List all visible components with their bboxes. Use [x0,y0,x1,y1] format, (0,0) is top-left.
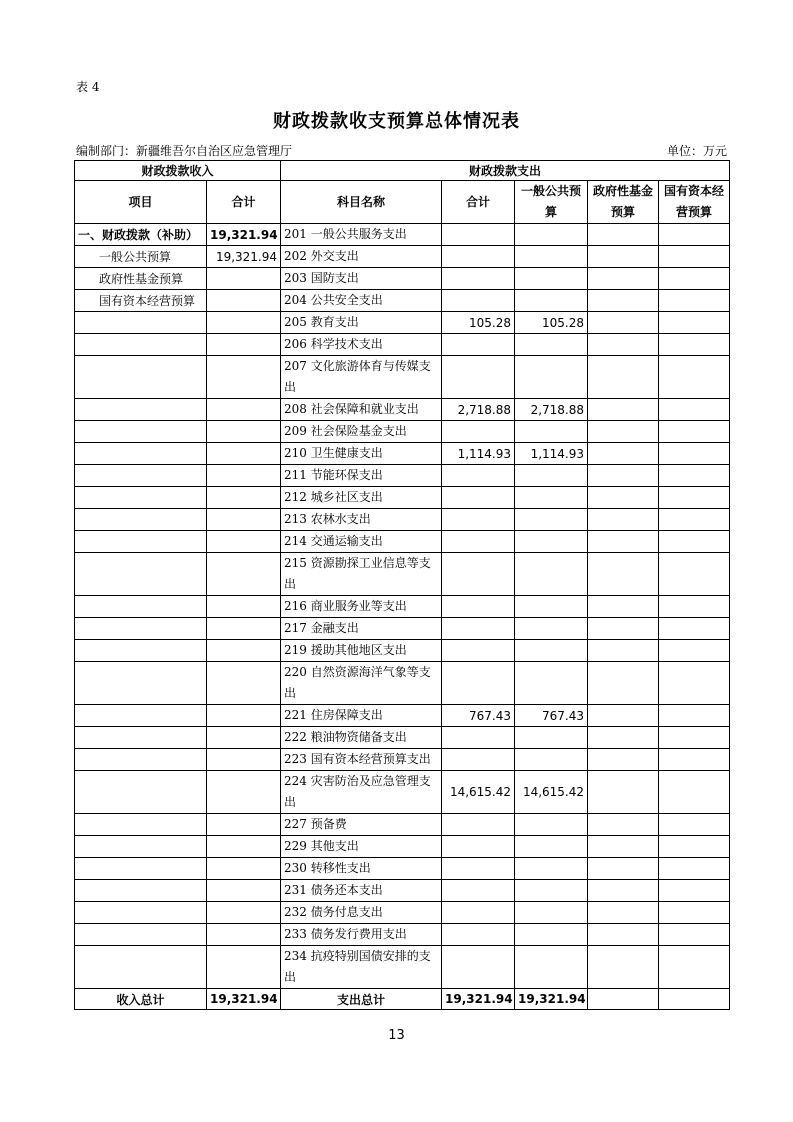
general-public-cell [515,880,588,902]
income-amount-cell [207,771,281,814]
income-item-cell [75,640,207,662]
income-amount-cell [207,727,281,749]
subject-name-cell: 214 交通运输支出 [281,531,442,553]
gov-fund-cell [588,946,659,989]
income-item-cell [75,771,207,814]
table-row [75,596,730,618]
expense-total-cell [442,727,515,749]
state-capital-cell [659,596,730,618]
table-row [75,268,730,290]
subject-name-cell: 232 债务付息支出 [281,902,442,924]
general-public-cell [515,749,588,771]
income-amount-cell [207,880,281,902]
state-capital-cell [659,487,730,509]
income-amount-cell [207,531,281,553]
subject-name-cell: 208 社会保障和就业支出 [281,399,442,421]
gov-fund-cell [588,902,659,924]
general-public-cell [515,902,588,924]
subject-name-header: 科目名称 [281,181,442,224]
table-row [75,946,730,989]
subject-name-cell: 207 文化旅游体育与传媒支出 [281,356,442,399]
subject-name-cell: 201 一般公共服务支出 [281,224,442,246]
income-amount-cell [207,662,281,705]
income-amount-cell [207,749,281,771]
subject-name-cell: 203 国防支出 [281,268,442,290]
income-item-cell [75,727,207,749]
table-row [75,399,730,421]
income-group-header: 财政拨款收入 [75,161,281,181]
gov-fund-cell [588,727,659,749]
expense-total-header: 合计 [442,181,515,224]
table-row [75,465,730,487]
income-item-cell [75,902,207,924]
income-amount-cell [207,290,281,312]
table-number-label: 表 4 [76,80,100,94]
income-amount-cell [207,443,281,465]
state-capital-cell [659,399,730,421]
income-item-cell [75,312,207,334]
table-row [75,487,730,509]
income-item-cell [75,749,207,771]
expense-total-cell [442,858,515,880]
table-row [75,246,730,268]
subject-name-cell: 233 债务发行费用支出 [281,924,442,946]
general-public-cell [515,836,588,858]
income-amount-cell [207,553,281,596]
state-capital-cell [659,553,730,596]
subject-name-cell: 223 国有资本经营预算支出 [281,749,442,771]
expense-total-cell [442,246,515,268]
subject-name-cell: 209 社会保险基金支出 [281,421,442,443]
general-public-cell [515,640,588,662]
table-row [75,531,730,553]
general-public-cell: 767.43 [515,705,588,727]
general-public-cell [515,531,588,553]
income-item-cell: 一、财政拨款（补助） [75,224,207,246]
table-row [75,356,730,399]
income-amount-cell [207,946,281,989]
general-public-cell [515,814,588,836]
unit-label: 单位：万元 [666,144,727,158]
gov-fund-cell [588,662,659,705]
income-item-cell [75,421,207,443]
income-item-cell [75,465,207,487]
expense-total-cell [442,356,515,399]
expense-total-cell [442,880,515,902]
subject-name-cell: 204 公共安全支出 [281,290,442,312]
expense-total-cell [442,662,515,705]
general-public-cell [515,662,588,705]
budget-table [74,160,730,1010]
table-row [75,509,730,531]
general-public-cell [515,421,588,443]
expense-total-amount: 19,321.94 [442,989,515,1009]
expense-total-cell [442,640,515,662]
income-amount-cell [207,421,281,443]
expense-total-cell [442,290,515,312]
income-item-cell [75,924,207,946]
gov-fund-cell [588,509,659,531]
gov-fund-cell [588,924,659,946]
income-item-cell [75,662,207,705]
income-amount-cell [207,465,281,487]
income-amount-cell: 19,321.94 [207,246,281,268]
expense-total-cell: 14,615.42 [442,771,515,814]
expense-total-cell [442,596,515,618]
table-row [75,662,730,705]
income-item-cell [75,487,207,509]
income-amount-cell [207,334,281,356]
state-capital-cell [659,268,730,290]
income-item-cell [75,946,207,989]
income-item-cell: 政府性基金预算 [75,268,207,290]
income-amount-cell [207,268,281,290]
expense-total-cell [442,487,515,509]
general-public-cell [515,356,588,399]
subject-name-cell: 234 抗疫特别国债安排的支出 [281,946,442,989]
gov-fund-cell [588,531,659,553]
state-capital-cell [659,312,730,334]
expense-total-label: 支出总计 [281,989,442,1009]
income-amount-cell [207,509,281,531]
gov-fund-cell [588,553,659,596]
state-capital-cell [659,880,730,902]
subject-name-cell: 219 援助其他地区支出 [281,640,442,662]
gov-fund-cell [588,487,659,509]
income-item-cell [75,596,207,618]
subject-name-cell: 229 其他支出 [281,836,442,858]
state-capital-cell [659,946,730,989]
gov-fund-cell [588,356,659,399]
gov-fund-cell [588,312,659,334]
table-row [75,858,730,880]
table-row [75,224,730,246]
general-public-cell [515,224,588,246]
table-row [75,553,730,596]
expense-total-cell [442,465,515,487]
expense-group-header: 财政拨款支出 [281,161,730,181]
expense-total-cell [442,268,515,290]
subject-name-cell: 212 城乡社区支出 [281,487,442,509]
state-capital-cell [659,771,730,814]
gov-fund-cell [588,421,659,443]
subject-name-cell: 206 科学技术支出 [281,334,442,356]
gov-fund-cell [588,399,659,421]
general-public-cell: 14,615.42 [515,771,588,814]
general-public-cell [515,487,588,509]
subject-name-cell: 227 预备费 [281,814,442,836]
expense-total-cell [442,618,515,640]
table-row [75,618,730,640]
table-row [75,924,730,946]
subject-name-cell: 213 农林水支出 [281,509,442,531]
table-row [75,290,730,312]
income-amount-cell [207,487,281,509]
state-capital-cell [659,618,730,640]
table-row [75,640,730,662]
income-item-cell [75,356,207,399]
income-amount-cell [207,640,281,662]
state-capital-cell [659,465,730,487]
gov-fund-cell [588,836,659,858]
gov-fund-cell [588,443,659,465]
general-public-cell [515,727,588,749]
income-item-cell: 一般公共预算 [75,246,207,268]
expense-total-cell [442,836,515,858]
general-public-cell [515,858,588,880]
income-item-cell [75,509,207,531]
expense-total-cell [442,334,515,356]
gov-fund-cell [588,705,659,727]
item-header: 项目 [75,181,207,224]
subject-name-cell: 231 债务还本支出 [281,880,442,902]
expense-total-cell [442,509,515,531]
income-amount-cell [207,618,281,640]
general-public-cell [515,553,588,596]
expense-capital-amount [659,989,730,1009]
state-capital-cell [659,727,730,749]
table-row [75,902,730,924]
table-row [75,880,730,902]
gov-fund-cell [588,771,659,814]
income-item-cell [75,618,207,640]
expense-total-cell [442,421,515,443]
state-capital-cell [659,443,730,465]
subject-name-cell: 220 自然资源海洋气象等支出 [281,662,442,705]
state-capital-cell [659,356,730,399]
gov-fund-cell [588,224,659,246]
gov-fund-cell [588,290,659,312]
subject-name-cell: 211 节能环保支出 [281,465,442,487]
income-item-cell [75,814,207,836]
table-row [75,749,730,771]
gov-fund-cell [588,814,659,836]
state-capital-cell [659,509,730,531]
gov-fund-cell [588,749,659,771]
subject-name-cell: 205 教育支出 [281,312,442,334]
table-group-header-row [75,161,730,181]
expense-total-cell [442,531,515,553]
table-row [75,771,730,814]
table-row [75,814,730,836]
table-row [75,836,730,858]
state-capital-cell [659,662,730,705]
state-capital-cell [659,749,730,771]
general-public-cell [515,246,588,268]
subject-name-cell: 215 资源勘探工业信息等支出 [281,553,442,596]
state-capital-cell [659,705,730,727]
subject-name-cell: 222 粮油物资储备支出 [281,727,442,749]
subject-name-cell: 230 转移性支出 [281,858,442,880]
gov-fund-header: 政府性基金预算 [588,181,659,224]
general-public-cell [515,290,588,312]
income-item-cell [75,836,207,858]
gov-fund-cell [588,858,659,880]
income-amount-cell: 19,321.94 [207,224,281,246]
state-capital-cell [659,246,730,268]
state-capital-header: 国有资本经营预算 [659,181,730,224]
general-public-cell [515,924,588,946]
state-capital-cell [659,290,730,312]
department-label: 编制部门：新疆维吾尔自治区应急管理厅 [76,144,293,158]
table-row [75,421,730,443]
income-item-cell [75,399,207,421]
table-row [75,705,730,727]
subject-name-cell: 224 灾害防治及应急管理支出 [281,771,442,814]
page-title: 财政拨款收支预算总体情况表 [273,111,520,132]
income-total-header: 合计 [207,181,281,224]
state-capital-cell [659,814,730,836]
gov-fund-cell [588,618,659,640]
income-item-cell: 国有资本经营预算 [75,290,207,312]
income-item-cell [75,334,207,356]
income-amount-cell [207,924,281,946]
state-capital-cell [659,531,730,553]
gov-fund-cell [588,268,659,290]
income-amount-cell [207,596,281,618]
income-item-cell [75,880,207,902]
income-total-amount: 19,321.94 [207,989,281,1009]
general-public-header: 一般公共预算 [515,181,588,224]
expense-fund-amount [588,989,659,1009]
state-capital-cell [659,421,730,443]
general-public-cell [515,596,588,618]
state-capital-cell [659,836,730,858]
gov-fund-cell [588,334,659,356]
expense-total-cell [442,902,515,924]
table-body [75,224,730,989]
state-capital-cell [659,224,730,246]
totals-row [75,989,730,1009]
state-capital-cell [659,902,730,924]
page-number: 13 [388,1028,405,1043]
expense-total-cell [442,946,515,989]
general-public-cell: 105.28 [515,312,588,334]
subject-name-cell: 221 住房保障支出 [281,705,442,727]
table-column-header-row [75,181,730,224]
expense-total-cell: 1,114.93 [442,443,515,465]
table-row [75,334,730,356]
subject-name-cell: 210 卫生健康支出 [281,443,442,465]
income-amount-cell [207,814,281,836]
general-public-cell [515,465,588,487]
state-capital-cell [659,924,730,946]
expense-total-cell [442,814,515,836]
expense-total-cell [442,553,515,596]
general-public-cell [515,946,588,989]
income-amount-cell [207,705,281,727]
expense-general-amount: 19,321.94 [515,989,588,1009]
general-public-cell [515,268,588,290]
gov-fund-cell [588,465,659,487]
subject-name-cell: 216 商业服务业等支出 [281,596,442,618]
income-item-cell [75,443,207,465]
income-amount-cell [207,312,281,334]
income-item-cell [75,553,207,596]
general-public-cell [515,509,588,531]
expense-total-cell: 105.28 [442,312,515,334]
table-row [75,312,730,334]
expense-total-cell: 2,718.88 [442,399,515,421]
general-public-cell: 1,114.93 [515,443,588,465]
table-row [75,727,730,749]
expense-total-cell [442,924,515,946]
general-public-cell [515,618,588,640]
table-row [75,443,730,465]
income-amount-cell [207,356,281,399]
subject-name-cell: 202 外交支出 [281,246,442,268]
general-public-cell: 2,718.88 [515,399,588,421]
income-total-label: 收入总计 [75,989,207,1009]
income-item-cell [75,531,207,553]
expense-total-cell: 767.43 [442,705,515,727]
expense-total-cell [442,749,515,771]
state-capital-cell [659,334,730,356]
state-capital-cell [659,640,730,662]
state-capital-cell [659,858,730,880]
income-amount-cell [207,399,281,421]
income-amount-cell [207,858,281,880]
income-amount-cell [207,902,281,924]
general-public-cell [515,334,588,356]
gov-fund-cell [588,880,659,902]
income-amount-cell [207,836,281,858]
income-item-cell [75,858,207,880]
expense-total-cell [442,224,515,246]
subject-name-cell: 217 金融支出 [281,618,442,640]
gov-fund-cell [588,640,659,662]
gov-fund-cell [588,246,659,268]
income-item-cell [75,705,207,727]
gov-fund-cell [588,596,659,618]
